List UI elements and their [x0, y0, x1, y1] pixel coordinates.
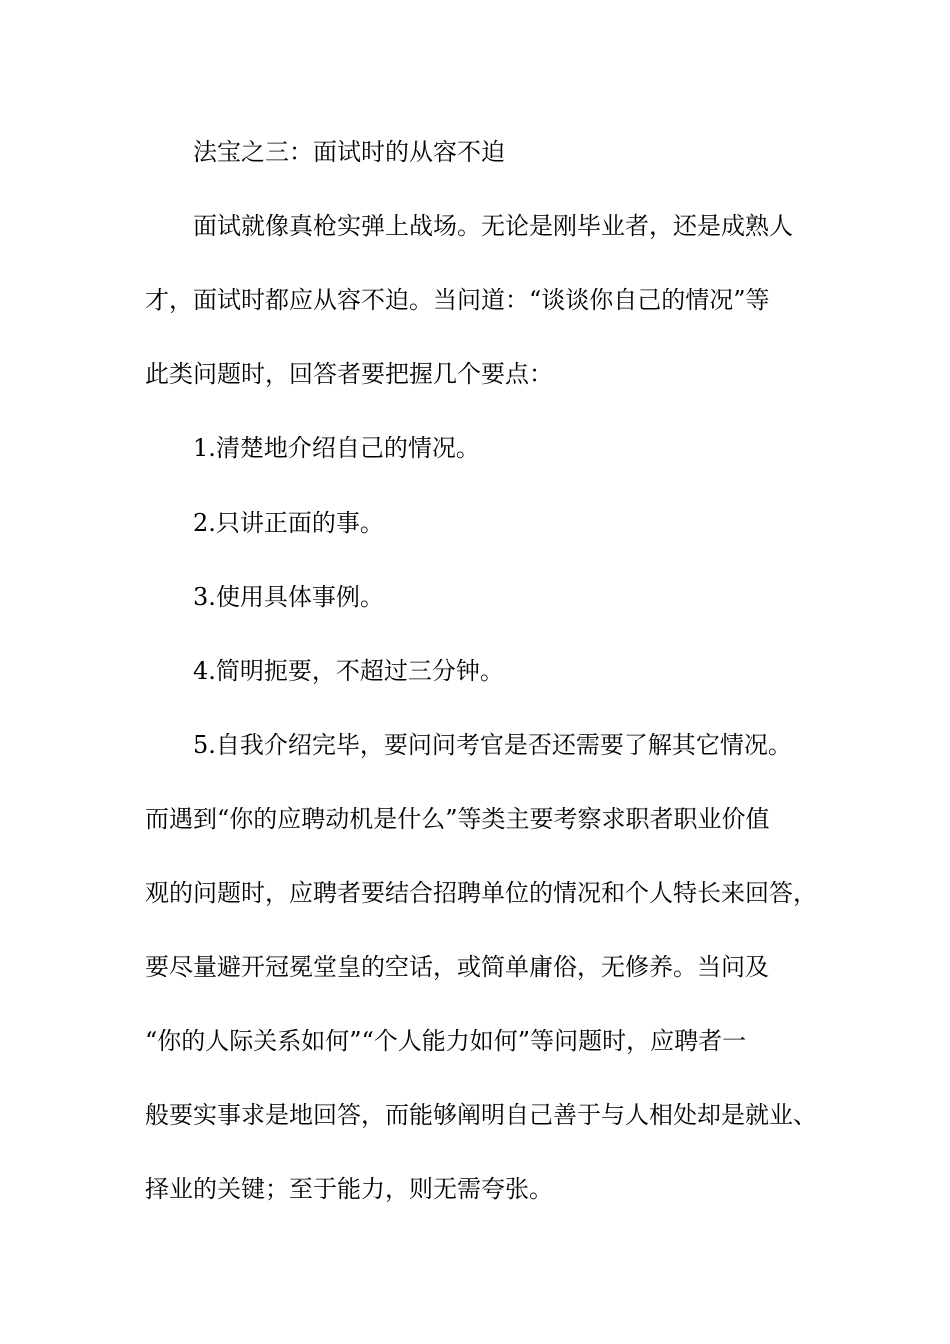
list-item: 3.使用具体事例。	[193, 583, 384, 611]
paragraph-line: 观的问题时，应聘者要结合招聘单位的情况和个人特长来回答，	[145, 879, 817, 907]
paragraph-line: 面试就像真枪实弹上战场。无论是刚毕业者，还是成熟人	[193, 212, 793, 240]
list-item: 2.只讲正面的事。	[193, 509, 384, 537]
paragraph-line: 般要实事求是地回答，而能够阐明自己善于与人相处却是就业、	[145, 1101, 817, 1129]
paragraph-line: 才，面试时都应从容不迫。当问道：“谈谈你自己的情况”等	[145, 286, 770, 314]
paragraph-line: “你的人际关系如何”“个人能力如何”等问题时，应聘者一	[145, 1027, 747, 1055]
paragraph-line: 要尽量避开冠冕堂皇的空话，或简单庸俗，无修养。当问及	[145, 953, 769, 981]
paragraph-line: 择业的关键；至于能力，则无需夸张。	[145, 1175, 553, 1203]
list-item: 5.自我介绍完毕，要问问考官是否还需要了解其它情况。	[193, 731, 792, 759]
section-heading: 法宝之三：面试时的从容不迫	[193, 138, 505, 166]
list-item: 4.简明扼要，不超过三分钟。	[193, 657, 504, 685]
paragraph-line: 此类问题时，回答者要把握几个要点：	[145, 360, 553, 388]
paragraph-line: 而遇到“你的应聘动机是什么”等类主要考察求职者职业价值	[145, 805, 770, 833]
list-item: 1.清楚地介绍自己的情况。	[193, 434, 480, 462]
